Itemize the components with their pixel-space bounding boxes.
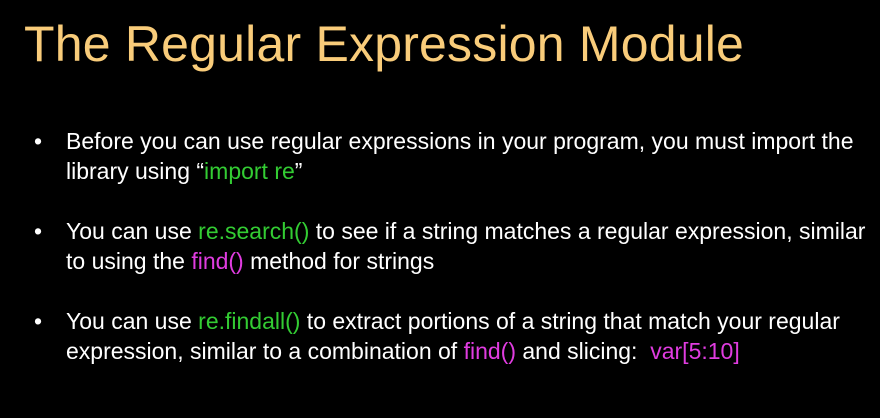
slide-title: The Regular Expression Module	[24, 16, 745, 72]
code-re-findall: re.findall()	[198, 308, 301, 334]
bullet-item-search	[30, 216, 870, 276]
code-find: find()	[463, 338, 516, 364]
bullet-text: method for strings	[243, 248, 435, 274]
bullet-text: to extract portions of a string that match your regular expression, similar to a combination of	[66, 308, 840, 364]
code-re-search: re.search()	[198, 218, 310, 244]
bullet-text: to see if a string matches a regular expression, similar to using the	[66, 218, 866, 274]
bullet-icon: •	[34, 218, 43, 244]
bullet-text: You can use	[66, 308, 199, 334]
bullet-icon: •	[34, 128, 43, 154]
bullet-text: You can use	[66, 218, 199, 244]
bullet-item-findall	[30, 306, 870, 366]
bullet-text: ”	[294, 158, 303, 184]
code-slice: var[5:10]	[650, 338, 740, 364]
bullet-item-import	[30, 126, 870, 186]
code-import-re: import re	[204, 158, 295, 184]
bullet-text: Before you can use regular expressions in your program, you must import the library using “	[66, 128, 854, 184]
bullet-text: and slicing:	[515, 338, 651, 364]
bullet-icon: •	[34, 308, 43, 334]
bullet-list	[30, 126, 870, 366]
code-find: find()	[191, 248, 244, 274]
